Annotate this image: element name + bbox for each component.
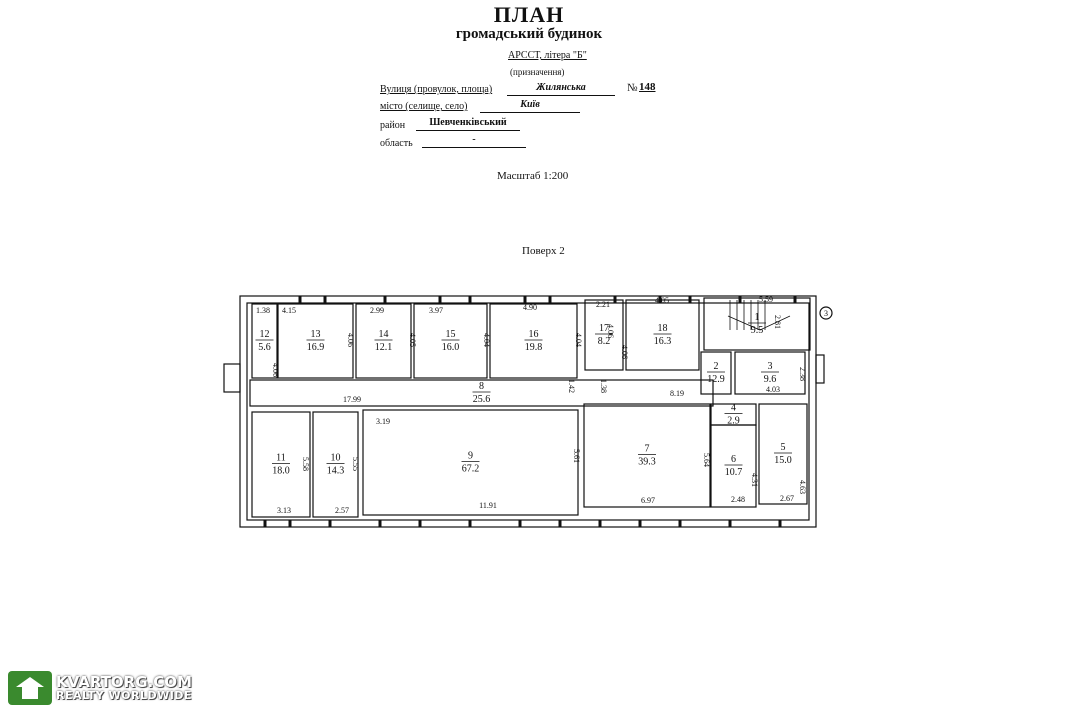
- room-2-area: 12.9: [707, 374, 725, 385]
- room-8-area: 25.6: [472, 394, 491, 405]
- dimension-label-26: 5.64: [702, 453, 711, 467]
- room-15-number: 15: [445, 329, 456, 340]
- district-label: район: [380, 120, 406, 131]
- room-4-number: 4: [731, 402, 736, 414]
- room-12-area: 5.6: [258, 342, 271, 353]
- dimension-label-4: 4.90: [523, 303, 537, 312]
- dimension-label-33: 2.48: [731, 495, 745, 504]
- room-14: [356, 304, 411, 378]
- room-16-area: 19.8: [524, 342, 543, 353]
- dimension-label-18: 1.42: [567, 379, 576, 393]
- room-3-area: 9.6: [763, 374, 777, 385]
- dimension-label-22: 3.19: [376, 417, 390, 426]
- city-label: місто (селище, село): [380, 101, 468, 112]
- dimension-label-15: 4.06: [620, 345, 629, 359]
- room-12-number: 12: [259, 329, 270, 340]
- room-1: [704, 298, 810, 350]
- room-7: [584, 404, 710, 507]
- side-porch: [816, 355, 824, 383]
- dimension-label-14: 4.06: [606, 324, 615, 338]
- dimension-label-11: 4.05: [408, 333, 417, 347]
- dimension-label-21: 8.19: [670, 389, 684, 398]
- dimension-label-34: 2.67: [780, 494, 794, 503]
- room-6-number: 6: [731, 454, 736, 465]
- room-7-number: 7: [644, 443, 650, 455]
- floor-label: Поверх 2: [522, 245, 565, 257]
- dimension-label-13: 4.04: [574, 333, 583, 347]
- scale-label: Масштаб 1:200: [497, 170, 569, 182]
- dimension-label-29: 3.13: [277, 506, 291, 515]
- watermark-line2: REALTY WORLDWIDE: [56, 689, 192, 703]
- region-value: -: [472, 134, 476, 145]
- room-1-number: 1: [754, 312, 760, 323]
- dimension-label-27: 4.31: [750, 473, 759, 487]
- dimension-label-17: 4.03: [766, 385, 780, 394]
- room-10-area: 14.3: [326, 465, 345, 477]
- number-value: 148: [639, 81, 656, 93]
- dimension-label-5: 2.21: [596, 300, 610, 309]
- dimension-label-9: 4.06: [271, 363, 280, 377]
- axis-marker-label: 3: [824, 309, 828, 318]
- room-16: [490, 304, 577, 378]
- room-3-number: 3: [767, 361, 773, 372]
- room-6-area: 10.7: [724, 467, 743, 478]
- dimension-label-31: 11.91: [479, 501, 497, 510]
- dimension-label-24: 5.55: [351, 457, 360, 471]
- room-13-area: 16.9: [306, 342, 325, 353]
- room-11-number: 11: [276, 452, 286, 464]
- room-13: [278, 304, 353, 378]
- room-7-area: 39.3: [638, 456, 656, 468]
- dimension-label-3: 3.97: [429, 306, 443, 315]
- room-5-area: 15.0: [774, 455, 792, 466]
- watermark: [8, 671, 192, 705]
- room-2-number: 2: [713, 361, 719, 372]
- plan-subtitle: громадський будинок: [455, 26, 603, 42]
- room-9: [363, 410, 578, 515]
- room-9-number: 9: [468, 450, 473, 462]
- district-value: Шевченківський: [429, 117, 507, 128]
- room-1-area: 9.5: [750, 325, 764, 336]
- dimension-label-28: 4.63: [798, 480, 807, 494]
- dimension-label-2: 2.99: [370, 306, 384, 315]
- room-13-number: 13: [310, 329, 321, 340]
- plan-title: ПЛАН: [493, 2, 565, 27]
- room-14-number: 14: [378, 329, 389, 340]
- purpose-note: (призначення): [510, 67, 565, 77]
- dimension-label-8: 2.81: [773, 315, 782, 329]
- room-14-area: 12.1: [374, 342, 393, 353]
- room-16-number: 16: [528, 329, 539, 340]
- room-18-area: 16.3: [653, 336, 672, 347]
- room-17-area: 8.2: [597, 336, 611, 347]
- dimension-label-23: 5.58: [301, 457, 310, 471]
- room-10-number: 10: [330, 452, 341, 464]
- purpose-value: АРССТ, літера "Б": [508, 50, 587, 61]
- room-5-number: 5: [780, 442, 786, 453]
- dimension-label-30: 2.57: [335, 506, 349, 515]
- watermark-line1: KVARTORG.COM: [56, 672, 192, 691]
- room-18: [626, 300, 699, 370]
- room-17: [585, 300, 623, 370]
- room-18-number: 18: [657, 323, 668, 334]
- room-9-area: 67.2: [461, 463, 480, 475]
- dimension-label-12: 4.04: [482, 333, 491, 347]
- dimension-label-25: 5.61: [572, 449, 581, 463]
- room-4-area: 2.9: [727, 415, 740, 427]
- dimension-label-19: 1.38: [599, 379, 608, 393]
- room-15: [414, 304, 487, 378]
- city-value: Київ: [520, 99, 540, 110]
- dimension-label-10: 4.06: [346, 333, 355, 347]
- dimension-label-32: 6.97: [641, 496, 655, 505]
- street-label: Вулиця (провулок, площа): [380, 84, 493, 95]
- region-label: область: [380, 138, 413, 149]
- dimension-label-6: 4.05: [655, 296, 669, 305]
- room-8-number: 8: [479, 381, 484, 392]
- room-2: [701, 352, 731, 394]
- room-11-area: 18.0: [272, 465, 290, 477]
- room-17-number: 17: [599, 323, 609, 334]
- number-label: №: [627, 82, 638, 94]
- room-15-area: 16.0: [441, 342, 460, 353]
- dimension-label-7: 5.59: [759, 295, 773, 304]
- dimension-label-16: 2.38: [798, 367, 807, 381]
- dimension-label-20: 17.99: [343, 395, 361, 404]
- entrance-porch: [224, 364, 240, 392]
- dimension-label-0: 1.38: [256, 306, 270, 315]
- house-logo-icon: [8, 671, 52, 705]
- dimension-label-1: 4.15: [282, 306, 296, 315]
- street-value: Жилянська: [536, 82, 586, 93]
